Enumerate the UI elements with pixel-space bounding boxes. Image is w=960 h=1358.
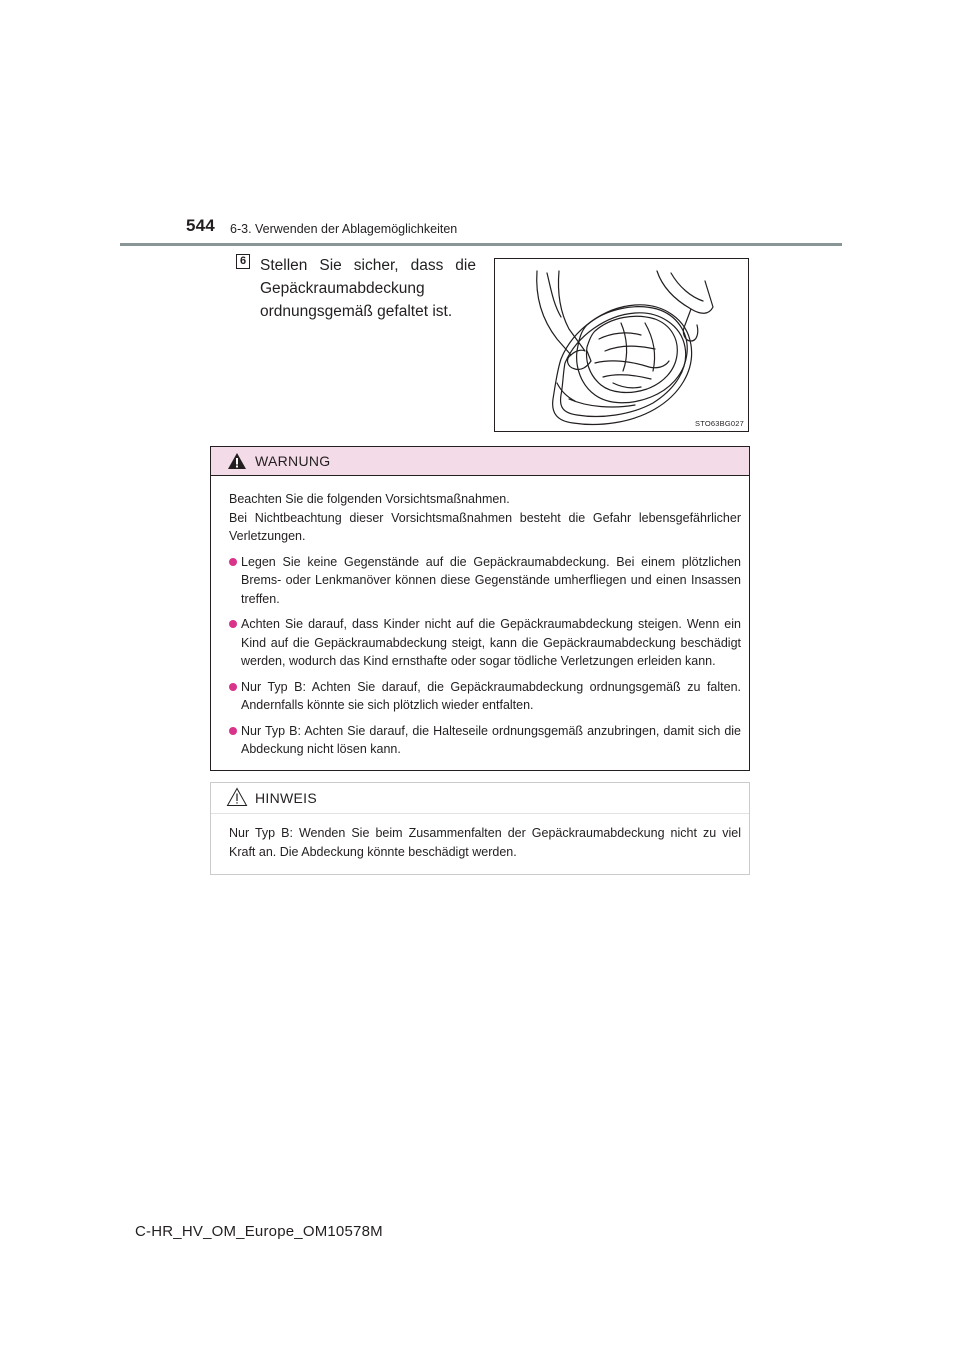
footer-doc-id: C-HR_HV_OM_Europe_OM10578M <box>135 1223 383 1240</box>
warning-triangle-icon <box>227 452 247 470</box>
warning-intro <box>229 490 741 546</box>
warning-box <box>210 446 750 771</box>
bullet-dot-icon <box>229 727 237 735</box>
header-rule <box>120 243 842 246</box>
step-number-badge: 6 <box>236 254 250 269</box>
notice-rule <box>211 813 749 814</box>
warning-bullet <box>229 553 741 609</box>
illustration-code: STO63BG027 <box>695 419 744 428</box>
warning-title: WARNUNG <box>255 453 331 469</box>
warning-body <box>211 476 749 759</box>
step-instruction-text: Stellen Sie sicher, dass die Gepäckraumabdeckung ordnungsgemäß gefaltet ist. <box>260 257 476 320</box>
warning-bullet <box>229 722 741 759</box>
bullet-dot-icon <box>229 558 237 566</box>
warning-bullet-text: Legen Sie keine Gegenstände auf die Gepäckraumabdeckung. Bei einem plötzlichen Brems- oder Lenkmanöver können diese Gegenstände umherfliegen und einen Insassen treffen. <box>241 554 741 606</box>
notice-text: Nur Typ B: Wenden Sie beim Zusammenfalten der Gepäckraumabdeckung nicht zu viel Kraft an. Die Abdeckung könnte beschädigt werden. <box>229 826 741 859</box>
section-title: 6-3. Verwenden der Ablagemöglichkeiten <box>230 222 458 236</box>
notice-title: HINWEIS <box>255 790 317 806</box>
warning-bullet-text: Nur Typ B: Achten Sie darauf, die Halteseile ordnungsgemäß anzubringen, damit sich die Abdeckung nicht lösen kann. <box>241 723 741 756</box>
warning-bullet <box>229 678 741 715</box>
warning-bullet <box>229 615 741 671</box>
warning-bullet-text: Achten Sie darauf, dass Kinder nicht auf die Gepäckraumabdeckung steigen. Wenn ein Kind auf die Gepäckraumabdeckung steigt, kann die Gepäckraumabdeckung beschädigt werden, wodurch das Kind ernsthafte oder sogar tödliche Verletzungen erleiden kann. <box>241 617 741 668</box>
notice-triangle-icon <box>226 787 248 807</box>
bullet-dot-icon <box>229 683 237 691</box>
warning-intro-line: Bei Nichtbeachtung dieser Vorsichtsmaßnahmen besteht die Gefahr lebensgefährlicher Verletzungen. <box>229 510 741 543</box>
warning-intro-line: Beachten Sie die folgenden Vorsichtsmaßnahmen. <box>229 492 510 506</box>
warning-bullet-text: Nur Typ B: Achten Sie darauf, die Gepäckraumabdeckung ordnungsgemäß zu falten. Andernfalls könnte sie sich plötzlich wieder entfalten. <box>241 679 741 712</box>
bullet-dot-icon <box>229 620 237 628</box>
notice-box <box>210 782 750 875</box>
page-number: 544 <box>186 216 215 235</box>
folded-luggage-cover-drawing <box>495 259 749 432</box>
illustration-folded-cover <box>494 258 749 432</box>
warning-header <box>211 447 749 476</box>
